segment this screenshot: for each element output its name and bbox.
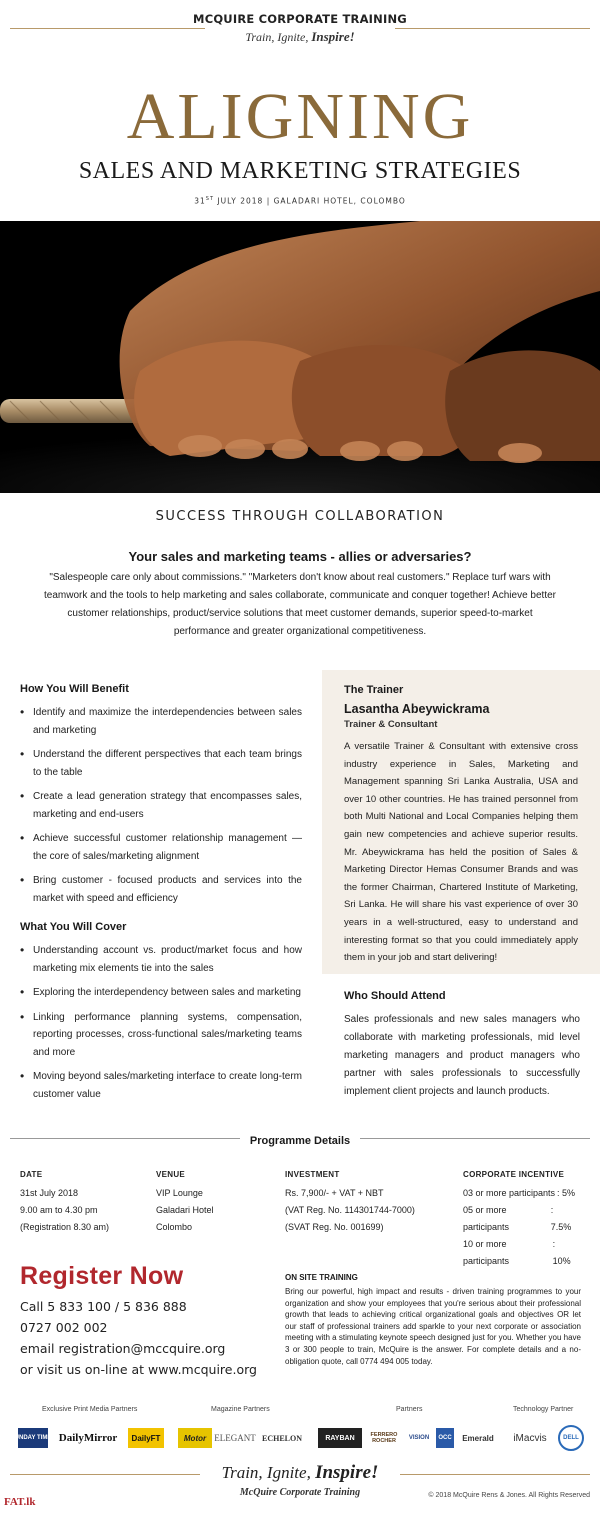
daily-ft-logo: DailyFT — [128, 1428, 164, 1448]
header — [0, 12, 600, 45]
left-column — [20, 683, 302, 1110]
attend-section — [344, 990, 580, 1101]
ferrero-rocher-logo: FERRERO ROCHER — [370, 1432, 398, 1444]
footer-brand: McQuire Corporate Training — [239, 1487, 361, 1498]
page-subtitle: SALES AND MARKETING STRATEGIES — [78, 158, 522, 184]
list-item: • Exploring the interdependency between sales and marketing — [20, 984, 302, 1002]
register-phone[interactable]: Call 5 833 100 / 5 836 888 — [20, 1299, 187, 1314]
incentive-row: 10 or more participants : 10% — [463, 1239, 571, 1266]
header-tagline: Train, Ignite, Inspire! — [245, 29, 355, 44]
partner-logos — [10, 1420, 588, 1456]
benefit-list — [20, 704, 302, 907]
intro-body: "Salespeople care only about commissions." "Marketers don't know about real customers." Replace turf wars with teamwork and the tools to help marketing and sales collaborate, communicate and conquer together! Achieve better customer relationships, product/service solutions that meet customer demands, superior speed-to-market performance and greater organizational competitiveness. — [44, 572, 556, 637]
elegant-logo: ELEGANT — [214, 1433, 256, 1443]
emerald-logo: Emerald — [462, 1433, 494, 1443]
section-tagline: SUCCESS THROUGH COLLABORATION — [155, 509, 445, 524]
onsite-section — [285, 1273, 581, 1367]
programme-heading-bar — [0, 1131, 600, 1149]
vision-logo: VISION — [408, 1435, 430, 1441]
incentive-row: 03 or more participants : 5% — [463, 1188, 575, 1198]
cover-list — [20, 942, 302, 1103]
list-item: • Linking performance planning systems, compensation, reporting processes, cross-functional sales/marketing teams and more — [20, 1009, 302, 1062]
incentive-row: 05 or more participants : 7.5% — [463, 1205, 572, 1232]
rope-hands-illustration — [0, 221, 600, 493]
list-item: • Understanding account vs. product/market focus and how marketing mix elements tie into the sales — [20, 942, 302, 977]
register-website[interactable]: or visit us on-line at www.mcquire.org — [20, 1362, 257, 1377]
event-date-line: 31ST JULY 2018 | GALADARI HOTEL, COLOMBO — [194, 196, 406, 206]
onsite-heading: ON SITE TRAINING — [285, 1273, 358, 1282]
list-item: • Achieve successful customer relationship management — the core of sales/marketing alignment — [20, 830, 302, 865]
attend-body: Sales professionals and new sales managers who collaborate with marketing professionals, mid level marketing managers and product managers who partner with sales professionals to successfully implement client projects and launch products. — [344, 1014, 580, 1097]
onsite-body: Bring our powerful, high impact and results - driven training programmes to your organization and show your employees that you're serious about their professional growth that leads to achieving critical organizational goals and objectives OR let our staff of professional trainers add sparkle to your next corporate or association meeting with a stimulating keynote speech designed just for you. Whether you have 3 or 300 people to train, McQuire is the answer. For complete details and a no-obligation quote, call 0774 494 005 today. — [285, 1287, 581, 1366]
list-item: • Understand the different perspectives that each team brings to the table — [20, 746, 302, 781]
cover-heading: What You Will Cover — [20, 921, 127, 933]
programme-date: DATE 31st July 2018 9.00 am to 4.30 pm (Registration 8.30 am) — [20, 1170, 110, 1232]
register-mobile[interactable]: 0727 002 002 — [20, 1320, 108, 1335]
print-partners-label: Exclusive Print Media Partners — [42, 1406, 138, 1413]
trainer-name: Lasantha Abeywickrama — [344, 702, 490, 716]
attend-heading: Who Should Attend — [344, 990, 446, 1002]
register-section — [20, 1262, 280, 1380]
trainer-role: Trainer & Consultant — [344, 719, 438, 730]
daily-mirror-logo: DailyMirror — [58, 1432, 118, 1444]
header-rule-left — [10, 28, 205, 29]
hero-image — [0, 221, 600, 493]
trainer-panel — [322, 670, 600, 974]
footer-rule-left — [10, 1474, 200, 1475]
sunday-times-logo: SUNDAY TIMES — [18, 1428, 48, 1448]
list-item: • Identify and maximize the interdependencies between sales and marketing — [20, 704, 302, 739]
rayban-logo: RAYBAN — [318, 1428, 362, 1448]
magazine-partners-label: Magazine Partners — [211, 1406, 270, 1413]
footer-tagline: Train, Ignite, Inspire! — [221, 1462, 379, 1483]
trainer-bio: A versatile Trainer & Consultant with extensive cross industry experience in Sales, Marketing and Management spanning Sri Lanka Australia, USA and over 10 other countries. He has trained personnel from both Multi National and Local Companies helping them gain new competencies and achieve superior results. Mr. Abeywickrama has held the position of Sales & Marketing Director Hemas Consumer Brands and was the former Chairman, Chartered Institute of Marketing, Sri Lanka. He will share his vast experience of over 30 years in a well-structured, easy to understand and interesting format so that you could immediately apply them in your job and start delivering! — [344, 741, 578, 964]
register-email[interactable]: email registration@mccquire.org — [20, 1341, 226, 1356]
motor-logo: Motor — [178, 1428, 212, 1448]
watermark: FAT.lk — [4, 1496, 36, 1508]
trainer-heading: The Trainer — [344, 684, 404, 696]
register-title: Register Now — [20, 1262, 184, 1290]
list-item: • Bring customer - focused products and services into the market with speed and efficiency — [20, 872, 302, 907]
programme-heading: Programme Details — [240, 1135, 360, 1147]
echelon-logo: ECHELON — [261, 1433, 302, 1443]
brand-name: MCQUIRE CORPORATE TRAINING — [193, 12, 407, 26]
imacvis-logo: iMacvis — [513, 1432, 547, 1444]
programme-venue: VENUE VIP Lounge Galadari Hotel Colombo — [156, 1170, 214, 1232]
page-title: ALIGNING — [126, 80, 474, 153]
occ-logo: OCC — [436, 1428, 454, 1448]
list-item: • Moving beyond sales/marketing interface to create long-term customer value — [20, 1068, 302, 1103]
benefit-heading: How You Will Benefit — [20, 683, 129, 695]
partners-label: Partners — [396, 1406, 423, 1413]
programme-investment: INVESTMENT Rs. 7,900/- + VAT + NBT (VAT Reg. No. 114301744-7000) (SVAT Reg. No. 001699) — [285, 1170, 415, 1232]
dell-logo: DELL — [558, 1425, 584, 1451]
intro-heading: Your sales and marketing teams - allies or adversaries? — [128, 549, 472, 564]
footer-rule-right — [400, 1474, 590, 1475]
list-item: • Create a lead generation strategy that encompasses sales, marketing and end-users — [20, 788, 302, 823]
programme-incentive: CORPORATE INCENTIVE 03 or more participants : 5% 05 or more participants : 7.5% 10 or more participants : 10% — [463, 1166, 575, 1270]
copyright: © 2018 McQuire Rens & Jones. All Rights Reserved — [428, 1492, 590, 1499]
tech-partner-label: Technology Partner — [513, 1406, 574, 1413]
header-rule-right — [395, 28, 590, 29]
